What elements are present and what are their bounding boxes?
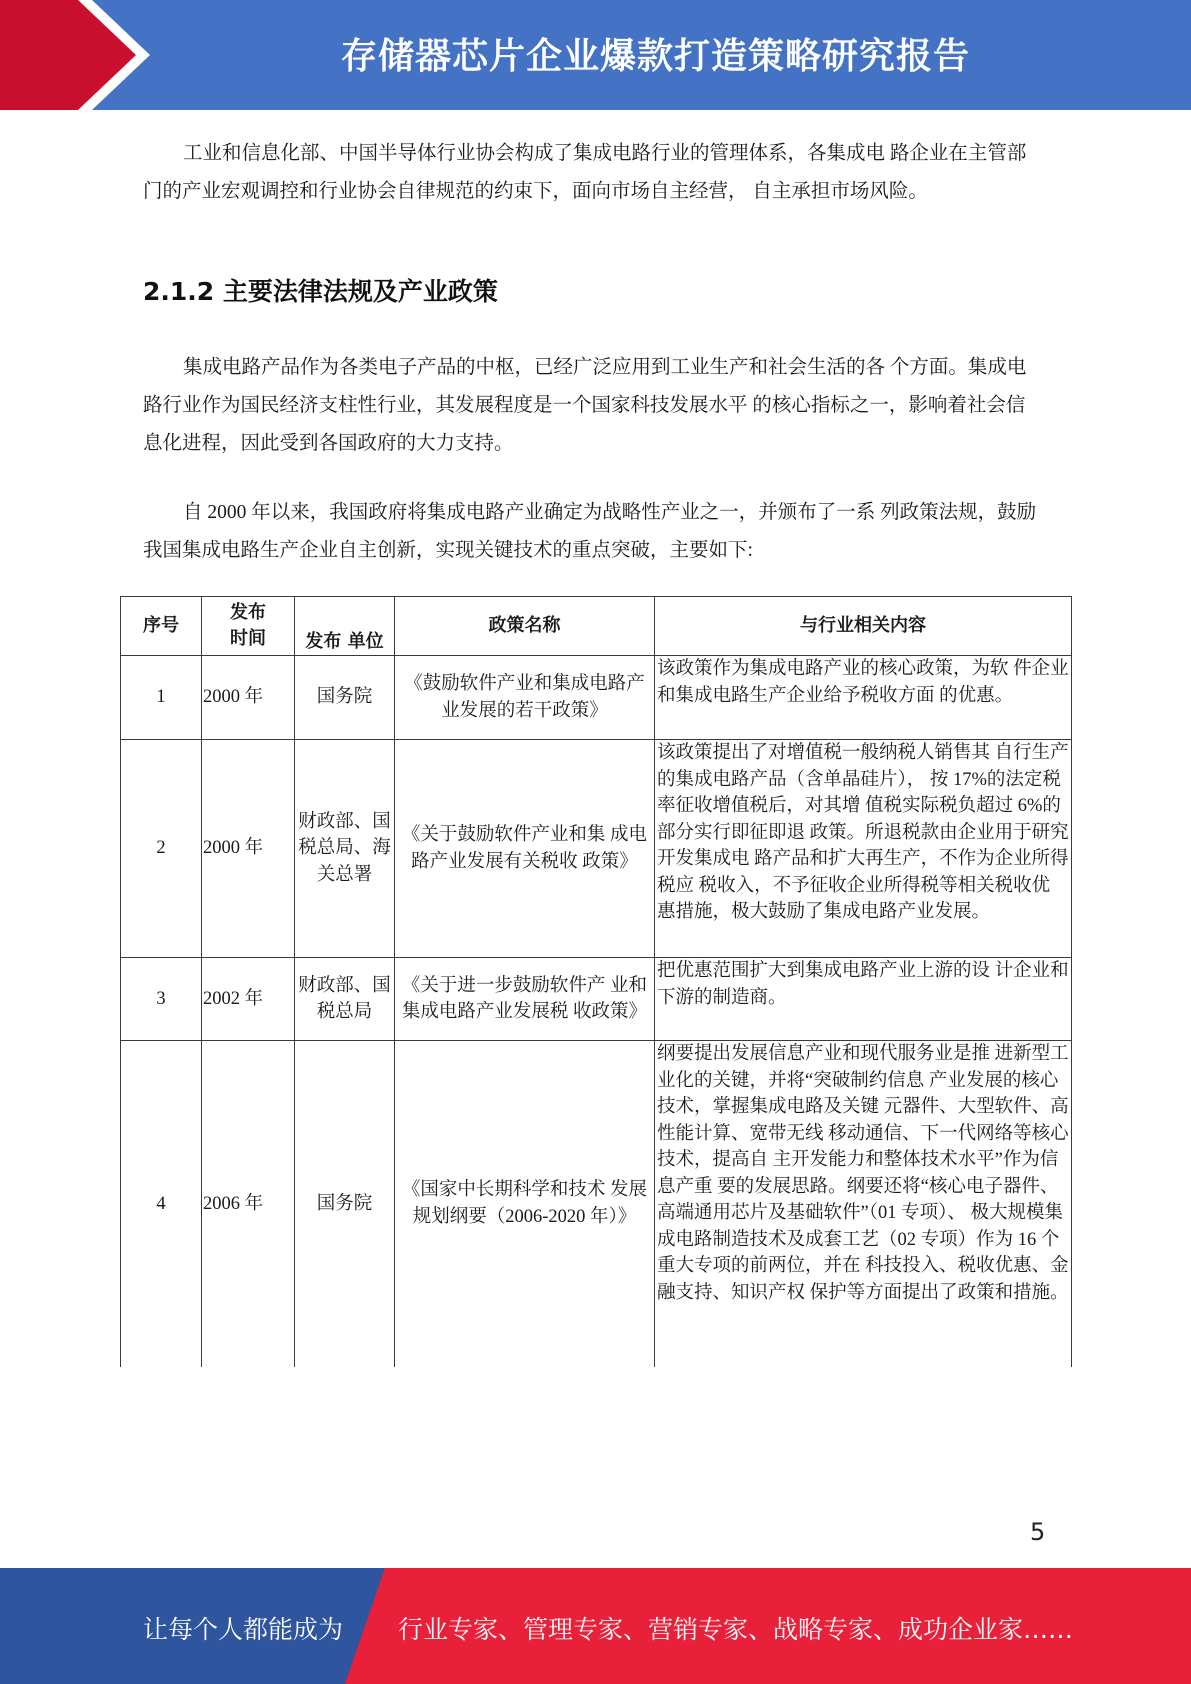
header-no: 序号 xyxy=(121,597,202,656)
row-no: 3 xyxy=(121,958,202,1041)
row-date: 2000 年 xyxy=(202,740,295,958)
page-number: 5 xyxy=(1030,1518,1046,1546)
section-heading: 2.1.2 主要法律法规及产业政策 xyxy=(143,277,498,306)
row-unit: 财政部、国税总局、海关总署 xyxy=(295,740,395,958)
row-content: 该政策作为集成电路产业的核心政策，为软 件企业和集成电路生产企业给予税收方面 的优惠。 xyxy=(655,656,1072,740)
footer-slogan-right: 行业专家、管理专家、营销专家、战略专家、成功企业家…… xyxy=(398,1615,1074,1644)
header-banner xyxy=(0,0,1191,110)
row-policy: 《鼓励软件产业和集成电路产业发展的若干政策》 xyxy=(395,656,655,740)
policy-context-paragraph: 集成电路产品作为各类电子产品的中枢，已经广泛应用到工业生产和社会生活的各 个方面。集成电路行业作为国民经济支柱性行业，其发展程度是一个国家科技发展水平 的核心指标之一，影响着社会信息化进程，因此受到各国政府的大力支持。 xyxy=(143,357,1027,454)
row-date: 2002 年 xyxy=(202,958,295,1041)
row-no: 4 xyxy=(121,1041,202,1367)
row-date: 2000 年 xyxy=(202,656,295,740)
header-date: 发布 时间 xyxy=(202,597,295,656)
row-content: 把优惠范围扩大到集成电路产业上游的设 计企业和下游的制造商。 xyxy=(655,958,1072,1041)
row-no: 1 xyxy=(121,656,202,740)
header-unit: 发布 单位 xyxy=(295,597,395,656)
intro-paragraph: 工业和信息化部、中国半导体行业协会构成了集成电路行业的管理体系，各集成电 路企业在主管部门的产业宏观调控和行业协会自律规范的约束下，面向市场自主经营， 自主承担市场风险。 xyxy=(143,143,1027,202)
table-row xyxy=(121,740,1072,958)
table-row xyxy=(121,1041,1072,1367)
table-header-row xyxy=(121,597,1072,656)
row-content: 纲要提出发展信息产业和现代服务业是推 进新型工业化的关键，并将“突破制约信息 产业发展的核心技术，掌握集成电路及关键 元器件、大型软件、高性能计算、宽带无线 移动通信、下一代网络等核心技术，提高自 主开发能力和整体技术水平”作为信息产重 要的发展思路。纲要还将“核心电子器件、 高端通用芯片及基础软件”（01 专项）、 极大规模集成电路制造技术及成套工艺（02 专项）作为 16 个重大专项的前两位，并在 科技投入、税收优惠、金融支持、知识产权 保护等方面提出了政策和措施。 xyxy=(655,1041,1072,1367)
header-policy: 政策名称 xyxy=(395,597,655,656)
row-unit: 财政部、国税总局 xyxy=(295,958,395,1041)
row-policy: 《国家中长期科学和技术 发展规划纲要（2006-2020 年）》 xyxy=(395,1041,655,1367)
footer-slogan-left: 让每个人都能成为 xyxy=(143,1615,344,1644)
footer-banner xyxy=(0,1568,1191,1684)
row-policy: 《关于鼓励软件产业和集 成电路产业发展有关税收 政策》 xyxy=(395,740,655,958)
row-date: 2006 年 xyxy=(202,1041,295,1367)
table-row xyxy=(121,958,1072,1041)
row-policy: 《关于进一步鼓励软件产 业和集成电路产业发展税 收政策》 xyxy=(395,958,655,1041)
table-row xyxy=(121,656,1072,740)
header-content: 与行业相关内容 xyxy=(655,597,1072,656)
policy-table xyxy=(120,596,1072,1367)
row-unit: 国务院 xyxy=(295,656,395,740)
row-no: 2 xyxy=(121,740,202,958)
row-unit: 国务院 xyxy=(295,1041,395,1367)
row-content: 该政策提出了对增值税一般纳税人销售其 自行生产的集成电路产品（含单晶硅片）， 按 17%的法定税率征收增值税后，对其增 值税实际税负超过 6%的部分实行即征即退 政策。所退税款由企业用于研究开发集成电 路产品和扩大再生产，不作为企业所得税应 税收入，不予征收企业所得税等相关税收优 惠措施，极大鼓励了集成电路产业发展。 xyxy=(655,740,1072,958)
report-title: 存储器芯片企业爆款打造策略研究报告 xyxy=(340,36,970,77)
policy-intro-paragraph: 自 2000 年以来，我国政府将集成电路产业确定为战略性产业之一，并颁布了一系 列政策法规，鼓励我国集成电路生产企业自主创新，实现关键技术的重点突破，主要如下: xyxy=(143,502,1037,561)
